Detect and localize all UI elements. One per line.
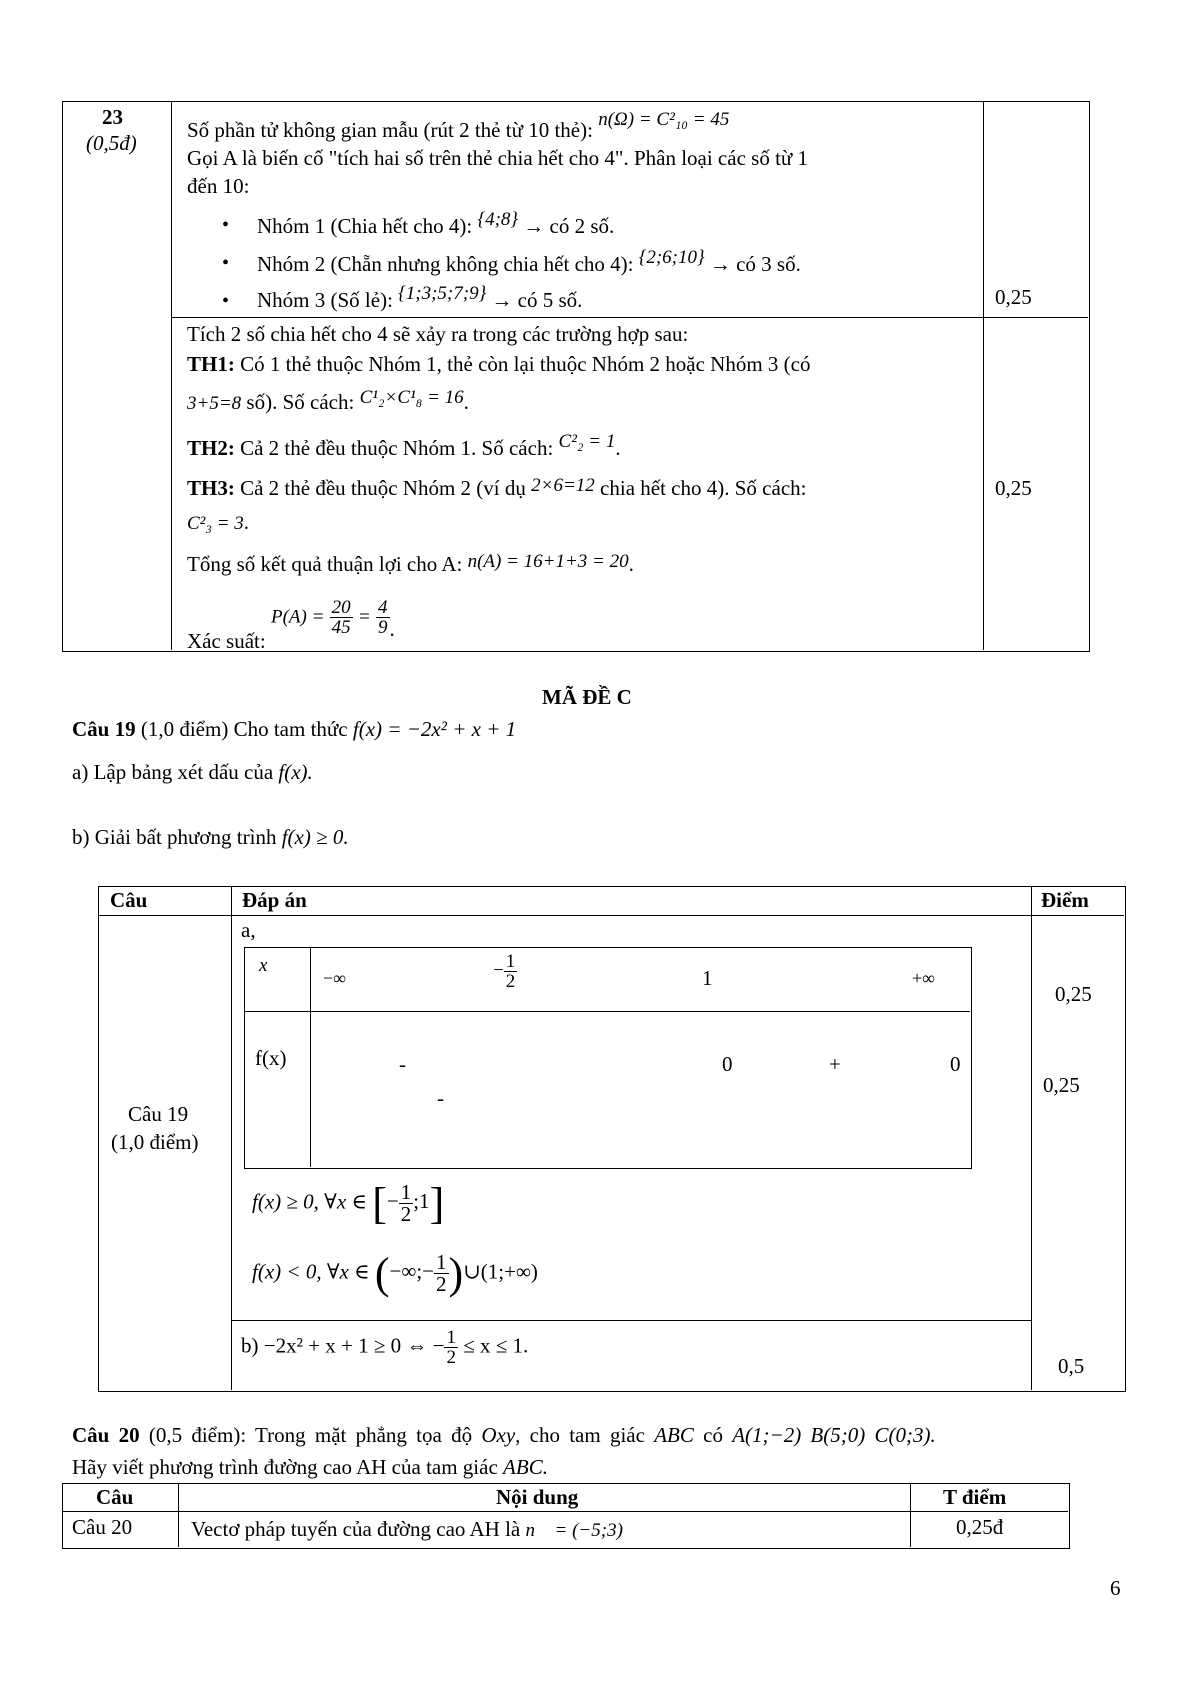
q23-bullet-3: Nhóm 3 (Số lẻ): {1;3;5;7;9} → có 5 số.: [257, 283, 583, 312]
sign-minus-1: -: [399, 1052, 406, 1076]
q20-prompt-line2: Hãy viết phương trình đường cao AH của tam giác ABC.: [72, 1455, 548, 1479]
q20-th-cau: Câu: [96, 1485, 134, 1509]
sign-plus: +: [829, 1052, 841, 1076]
answer-nonneg: f(x) ≥ 0, ∀x ∈ [− $\frac{1}{2}$ ;1]: [252, 1179, 445, 1228]
q23-th3: TH3: Cả 2 thẻ đều thuộc Nhóm 2 (ví dụ 2×6=12 chia hết cho 4). Số cách:: [187, 475, 807, 500]
q23-line2: Gọi A là biến cố "tích hai số trên thẻ chia hết cho 4". Phân loại các số từ 1: [187, 146, 809, 170]
q23-total: Tổng số kết quả thuận lợi cho A: n(A) = 16+1+3 = 20.: [187, 551, 634, 576]
q19-row-label: Câu 19: [128, 1102, 189, 1126]
q19-row-points: (1,0 điểm): [111, 1130, 199, 1154]
sign-root-one: 1: [702, 966, 713, 990]
sign-zero-1: 0: [722, 1052, 733, 1076]
q23-bullet-1: Nhóm 1 (Chia hết cho 4): {4;8} → có 2 số.: [257, 209, 615, 238]
q23-probability: Xác suất: P(A) = $\frac{20}{45}$ = $\frac{4}{9}$ .: [187, 597, 395, 654]
q23-score-1: 0,25: [995, 285, 1032, 309]
q23-score-2: 0,25: [995, 476, 1032, 500]
th-cau: Câu: [110, 888, 148, 912]
q19-part-b: b) Giải bất phương trình f(x) ≥ 0.: [72, 825, 349, 849]
q19-prompt: Câu 19 (1,0 điểm) Cho tam thức f(x) = −2x² + x + 1: [72, 717, 517, 741]
q20-th-noi-dung: Nội dung: [496, 1485, 579, 1509]
th-dap-an: Đáp án: [242, 888, 307, 912]
sign-root-neg-half: − $\frac{1}{2}$: [493, 951, 516, 992]
q19-score-b: 0,5: [1058, 1354, 1085, 1378]
q20-prompt: Câu 20 (0,5 điểm): Trong mặt phẳng tọa độ Oxy, cho tam giác ABC có A(1;−2) B(5;0) C(0;3).: [72, 1423, 936, 1447]
q23-line3: đến 10:: [187, 174, 250, 198]
th-diem: Điểm: [1041, 888, 1089, 912]
sign-x-label: x: [259, 955, 268, 976]
q23-th1-cont: 3+5=8 số). Số cách: C¹₂×C¹₈ = 16.: [187, 387, 469, 414]
q23-bullet-2: Nhóm 2 (Chẵn nhưng không chia hết cho 4): {2;6;10} → có 3 số.: [257, 247, 801, 276]
q23-points: (0,5đ): [86, 131, 137, 155]
sign-minus-2: -: [437, 1086, 444, 1110]
sign-minus-infinity: −∞: [323, 968, 346, 988]
sign-table: [244, 947, 972, 1169]
q23-line1: Số phần tử không gian mẫu (rút 2 thẻ từ 10 thẻ): n(Ω) = C²₁₀ = 45: [187, 109, 730, 142]
sample-space-formula: n(Ω) = C²₁₀ = 45: [598, 109, 730, 130]
q23-p2: Tích 2 số chia hết cho 4 sẽ xảy ra trong các trường hợp sau:: [187, 322, 689, 346]
part-b-answer: b) −2x² + x + 1 ≥ 0 ⇔ − $\frac{1}{2}$ ≤ x ≤ 1.: [241, 1327, 529, 1368]
q23-th2: TH2: Cả 2 thẻ đều thuộc Nhóm 1. Số cách: C²₂ = 1.: [187, 431, 621, 460]
sign-fx-label: f(x): [255, 1046, 287, 1070]
sign-zero-2: 0: [950, 1052, 961, 1076]
q23-number: 23: [102, 105, 123, 129]
answer-neg: f(x) < 0, ∀x ∈ (−∞;− $\frac{1}{2}$ )∪(1;+∞): [252, 1249, 538, 1298]
part-a-label: a,: [241, 918, 256, 942]
q19-part-a: a) Lập bảng xét dấu của f(x).: [72, 760, 313, 784]
q23-th1: TH1: Có 1 thẻ thuộc Nhóm 1, thẻ còn lại thuộc Nhóm 2 hoặc Nhóm 3 (có: [187, 352, 811, 376]
q19-score-a1: 0,25: [1055, 982, 1092, 1006]
q19-score-a2: 0,25: [1043, 1073, 1080, 1097]
q20-row-score: 0,25đ: [956, 1515, 1004, 1539]
q20-th-diem: T điểm: [943, 1485, 1007, 1509]
q23-th3-cont: C²₃ = 3.: [187, 510, 250, 534]
page-number: 6: [1110, 1576, 1121, 1600]
q20-row-cau: Câu 20: [72, 1515, 133, 1539]
q20-row-content: Vectơ pháp tuyến của đường cao AH là n⃗ = (−5;3): [191, 1517, 623, 1541]
sign-plus-infinity: +∞: [912, 968, 935, 988]
section-heading: MÃ ĐỀ C: [542, 685, 632, 709]
